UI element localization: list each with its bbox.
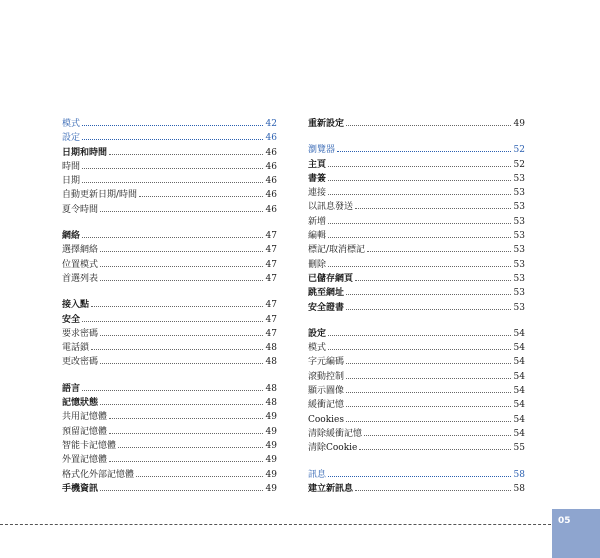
toc-entry[interactable] xyxy=(308,228,525,242)
toc-left-column xyxy=(62,116,277,507)
toc-entry[interactable] xyxy=(308,340,525,354)
toc-dot-leader xyxy=(367,242,511,252)
toc-entry-label: 格式化外部記憶體 xyxy=(62,469,135,480)
toc-entry[interactable] xyxy=(308,481,525,495)
toc-entry[interactable] xyxy=(62,257,277,271)
toc-entry-label: 安全 xyxy=(62,314,81,325)
toc-dot-leader xyxy=(328,228,511,238)
toc-entry[interactable] xyxy=(62,173,277,187)
toc-dot-leader xyxy=(91,297,263,307)
toc-entry[interactable] xyxy=(308,185,525,199)
toc-section-heading[interactable] xyxy=(62,116,277,130)
toc-entry-label: 訊息 xyxy=(308,469,327,480)
toc-group xyxy=(308,467,525,496)
toc-dot-leader xyxy=(82,130,263,140)
toc-entry[interactable] xyxy=(308,440,525,454)
toc-entry[interactable] xyxy=(62,381,277,395)
toc-entry[interactable] xyxy=(62,326,277,340)
toc-entry-label: 刪除 xyxy=(308,259,327,270)
toc-entry-page: 53 xyxy=(513,216,525,227)
toc-entry-label: 設定 xyxy=(62,133,81,144)
toc-entry-page: 54 xyxy=(513,428,525,439)
toc-entry-label: 語言 xyxy=(62,383,81,394)
toc-entry[interactable] xyxy=(62,145,277,159)
toc-group xyxy=(308,116,525,130)
toc-entry-page: 53 xyxy=(513,188,525,199)
toc-dot-leader xyxy=(328,340,511,350)
toc-entry-label: 要求密碼 xyxy=(62,328,99,339)
toc-entry-label: 日期和時間 xyxy=(62,147,108,158)
toc-entry-page: 48 xyxy=(265,383,277,394)
toc-entry-page: 46 xyxy=(265,190,277,201)
toc-dot-leader xyxy=(346,354,511,364)
toc-entry-label: 共用記憶體 xyxy=(62,412,108,423)
toc-entry[interactable] xyxy=(62,202,277,216)
toc-entry[interactable] xyxy=(308,354,525,368)
toc-dot-leader xyxy=(100,481,263,491)
toc-entry-label: 設定 xyxy=(308,328,327,339)
toc-dot-leader xyxy=(346,412,511,422)
toc-dot-leader xyxy=(100,242,263,252)
toc-entry-label: 位置模式 xyxy=(62,259,99,270)
toc-entry[interactable] xyxy=(62,228,277,242)
toc-dot-leader xyxy=(355,481,511,491)
toc-entry-label: 重新設定 xyxy=(308,119,345,129)
toc-entry[interactable] xyxy=(308,300,525,314)
toc-entry-page: 53 xyxy=(513,302,525,313)
toc-entry-page: 54 xyxy=(513,357,525,368)
toc-dot-leader xyxy=(100,395,263,405)
toc-entry[interactable] xyxy=(62,424,277,438)
toc-entry-page: 49 xyxy=(265,440,277,451)
toc-dot-leader xyxy=(109,452,263,462)
toc-entry-label: 緩衝記憶 xyxy=(308,400,345,411)
toc-entry-page: 46 xyxy=(265,204,277,215)
toc-dot-leader xyxy=(100,271,263,281)
toc-dot-leader xyxy=(82,173,263,183)
toc-entry[interactable] xyxy=(62,312,277,326)
toc-entry[interactable] xyxy=(62,159,277,173)
toc-entry-page: 47 xyxy=(265,314,277,325)
toc-dot-leader xyxy=(346,116,511,126)
toc-entry-page: 58 xyxy=(513,483,525,494)
toc-entry[interactable] xyxy=(62,242,277,256)
toc-entry-page: 53 xyxy=(513,202,525,213)
toc-dot-leader xyxy=(82,381,263,391)
toc-entry[interactable] xyxy=(62,340,277,354)
toc-entry-label: 主頁 xyxy=(308,159,327,170)
toc-entry-page: 49 xyxy=(265,455,277,466)
toc-group xyxy=(62,116,277,216)
toc-entry[interactable] xyxy=(308,285,525,299)
toc-entry-page: 46 xyxy=(265,176,277,187)
toc-entry[interactable] xyxy=(308,326,525,340)
toc-entry-page: 46 xyxy=(265,161,277,172)
toc-entry-label: 顯示圖像 xyxy=(308,386,345,397)
toc-dot-leader xyxy=(109,409,263,419)
toc-dot-leader xyxy=(139,187,263,197)
toc-dot-leader xyxy=(100,326,263,336)
toc-section-heading[interactable] xyxy=(308,142,525,156)
toc-dot-leader xyxy=(82,159,263,169)
toc-dot-leader xyxy=(328,171,511,181)
toc-entry-label: 記憶狀態 xyxy=(62,398,99,409)
toc-dot-leader xyxy=(328,326,511,336)
toc-entry-page: 49 xyxy=(265,483,277,494)
toc-group xyxy=(62,297,277,368)
toc-entry[interactable] xyxy=(308,412,525,426)
toc-entry-page: 46 xyxy=(265,133,277,144)
toc-entry[interactable] xyxy=(308,257,525,271)
toc-dot-leader xyxy=(359,440,511,450)
toc-entry-page: 54 xyxy=(513,400,525,411)
toc-entry-label: 選擇網絡 xyxy=(62,245,99,256)
toc-entry-label: 連接 xyxy=(308,188,327,199)
toc-entry[interactable] xyxy=(308,116,525,130)
toc-entry[interactable] xyxy=(62,452,277,466)
toc-dot-leader xyxy=(355,199,511,209)
toc-entry-page: 53 xyxy=(513,288,525,299)
toc-entry[interactable] xyxy=(62,438,277,452)
toc-entry-page: 47 xyxy=(265,245,277,256)
footer-dashed-rule xyxy=(0,524,556,525)
toc-entry-label: 瀏覽器 xyxy=(308,145,336,156)
toc-entry-page: 49 xyxy=(265,469,277,480)
toc-entry-page: 49 xyxy=(265,426,277,437)
toc-entry-page: 47 xyxy=(265,300,277,311)
toc-dot-leader xyxy=(346,383,511,393)
toc-dot-leader xyxy=(328,157,511,167)
toc-entry[interactable] xyxy=(308,369,525,383)
toc-entry-label: 接入點 xyxy=(62,300,90,311)
toc-dot-leader xyxy=(100,257,263,267)
toc-dot-leader xyxy=(346,300,511,310)
toc-group xyxy=(308,142,525,314)
page-number-tab xyxy=(552,509,600,558)
toc-entry-label: 夏令時間 xyxy=(62,204,99,215)
toc-entry-label: 智能卡記憶體 xyxy=(62,440,117,451)
toc-entry[interactable] xyxy=(308,157,525,171)
toc-entry-label: 模式 xyxy=(308,343,327,354)
toc-entry-label: 編輯 xyxy=(308,231,327,242)
toc-dot-leader xyxy=(109,145,263,155)
toc-entry-page: 54 xyxy=(513,414,525,425)
toc-entry-label: 自動更新日期/時間 xyxy=(62,190,138,201)
toc-entry-page: 53 xyxy=(513,259,525,270)
toc-entry-page: 54 xyxy=(513,386,525,397)
toc-dot-leader xyxy=(82,228,263,238)
toc-dot-leader xyxy=(82,312,263,322)
toc-group xyxy=(308,326,525,455)
toc-entry-page: 55 xyxy=(513,443,525,454)
toc-entry-page: 47 xyxy=(265,259,277,270)
toc-entry[interactable] xyxy=(62,297,277,311)
toc-dot-leader xyxy=(346,285,511,295)
toc-entry-page: 47 xyxy=(265,273,277,284)
toc-entry-page: 52 xyxy=(513,145,525,156)
toc-entry-page: 52 xyxy=(513,159,525,170)
toc-entry-page: 48 xyxy=(265,398,277,409)
toc-entry-label: 安全證書 xyxy=(308,302,345,313)
toc-entry[interactable] xyxy=(308,214,525,228)
toc-dot-leader xyxy=(118,438,263,448)
toc-dot-leader xyxy=(337,142,511,152)
toc-dot-leader xyxy=(346,369,511,379)
toc-entry-label: 時間 xyxy=(62,161,81,172)
toc-entry-page: 54 xyxy=(513,371,525,382)
toc-dot-leader xyxy=(109,424,263,434)
toc-entry-label: 模式 xyxy=(62,119,81,129)
toc-entry[interactable] xyxy=(308,199,525,213)
toc-dot-leader xyxy=(346,397,511,407)
toc-entry-label: Cookies xyxy=(308,414,344,425)
toc-entry-page: 53 xyxy=(513,273,525,284)
toc-dot-leader xyxy=(355,271,511,281)
toc-entry-page: 53 xyxy=(513,173,525,184)
toc-dot-leader xyxy=(82,116,263,126)
toc-entry-page: 47 xyxy=(265,328,277,339)
toc-entry-page: 53 xyxy=(513,245,525,256)
toc-entry[interactable] xyxy=(308,397,525,411)
toc-entry-label: 跳至網址 xyxy=(308,288,345,299)
toc-entry[interactable] xyxy=(62,481,277,495)
toc-section-heading[interactable] xyxy=(62,130,277,144)
toc-entry-label: 手機資訊 xyxy=(62,483,99,494)
toc-entry-page: 48 xyxy=(265,357,277,368)
toc-dot-leader xyxy=(328,185,511,195)
toc-entry[interactable] xyxy=(308,271,525,285)
toc-entry-label: 新增 xyxy=(308,216,327,227)
toc-entry-label: 已儲存網頁 xyxy=(308,273,354,284)
toc-entry-label: 書簽 xyxy=(308,173,327,184)
toc-dot-leader xyxy=(91,340,263,350)
toc-entry-page: 54 xyxy=(513,328,525,339)
toc-entry[interactable] xyxy=(62,271,277,285)
toc-entry-label: 外置記憶體 xyxy=(62,455,108,466)
toc-entry-page: 49 xyxy=(513,119,525,129)
toc-entry-page: 48 xyxy=(265,343,277,354)
toc-group xyxy=(62,381,277,495)
toc-entry-label: 清除緩衝記憶 xyxy=(308,428,363,439)
toc-dot-leader xyxy=(136,467,263,477)
toc-entry-label: 日期 xyxy=(62,176,81,187)
toc-entry-label: 以訊息發送 xyxy=(308,202,354,213)
toc-group xyxy=(62,228,277,285)
toc-entry[interactable] xyxy=(62,467,277,481)
toc-entry-label: 預留記憶體 xyxy=(62,426,108,437)
toc-entry-label: 首選列表 xyxy=(62,273,99,284)
toc-entry-label: 建立新訊息 xyxy=(308,483,354,494)
toc-entry-page: 46 xyxy=(265,147,277,158)
toc-entry-label: 網絡 xyxy=(62,231,81,242)
toc-entry[interactable] xyxy=(308,383,525,397)
toc-dot-leader xyxy=(328,214,511,224)
toc-entry-label: 標記/取消標記 xyxy=(308,245,366,256)
toc-entry-label: 更改密碼 xyxy=(62,357,99,368)
toc-dot-leader xyxy=(364,426,511,436)
toc-section-heading[interactable] xyxy=(308,467,525,481)
toc-entry-page: 58 xyxy=(513,469,525,480)
toc-entry-page: 54 xyxy=(513,343,525,354)
toc-entry[interactable] xyxy=(62,409,277,423)
toc-dot-leader xyxy=(328,467,511,477)
toc-dot-leader xyxy=(328,257,511,267)
page-number: 05 xyxy=(558,516,571,526)
toc-entry-page: 42 xyxy=(265,119,277,129)
toc-entry[interactable] xyxy=(308,171,525,185)
toc-entry[interactable] xyxy=(62,187,277,201)
toc-entry[interactable] xyxy=(308,242,525,256)
toc-entry[interactable] xyxy=(308,426,525,440)
toc-right-column xyxy=(308,116,525,507)
toc-dot-leader xyxy=(100,354,263,364)
toc-entry-page: 49 xyxy=(265,412,277,423)
toc-entry-label: 清除Cookie xyxy=(308,443,358,454)
toc-entry-label: 電話鎖 xyxy=(62,343,90,354)
toc-entry-page: 47 xyxy=(265,231,277,242)
toc-entry-label: 字元編碼 xyxy=(308,357,345,368)
toc-dot-leader xyxy=(100,202,263,212)
toc-entry-page: 53 xyxy=(513,231,525,242)
toc-entry[interactable] xyxy=(62,395,277,409)
toc-entry[interactable] xyxy=(62,354,277,368)
toc-entry-label: 滾動控制 xyxy=(308,371,345,382)
